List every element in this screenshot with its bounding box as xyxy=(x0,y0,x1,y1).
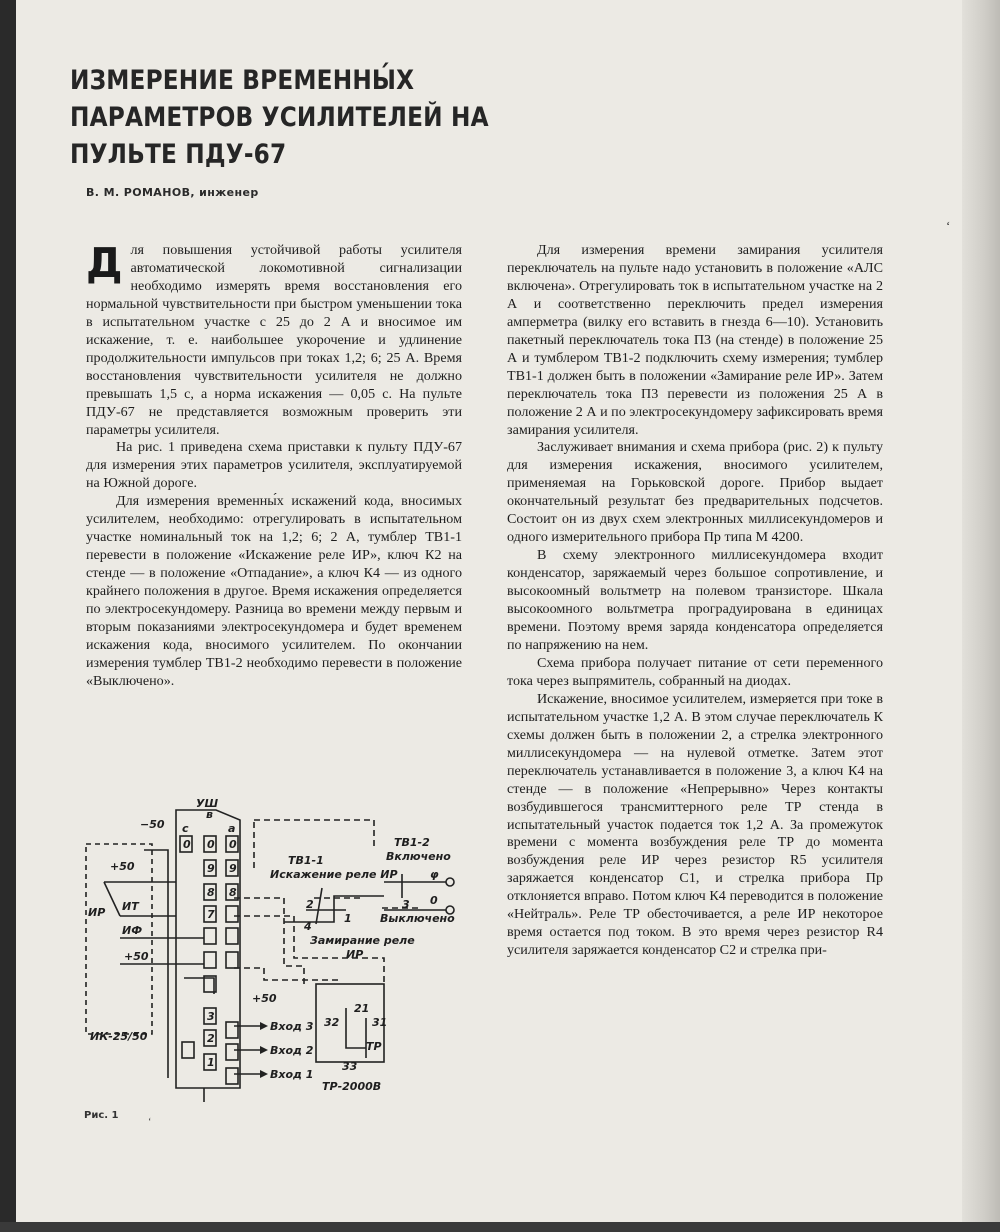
label-pin-b: 9 xyxy=(207,862,215,875)
circuit-diagram-svg xyxy=(84,798,474,1110)
label-plus50-a: +50 xyxy=(110,860,135,873)
label-connector: УШ xyxy=(196,798,219,810)
switch-lever xyxy=(104,882,120,916)
label-tv11: ТВ1-1 xyxy=(288,854,324,867)
pin xyxy=(226,1068,238,1084)
paragraph-intro xyxy=(86,239,462,439)
label-node-21: 21 xyxy=(354,1002,370,1015)
pin xyxy=(204,928,216,944)
label-pin-a: 8 xyxy=(229,886,237,899)
page-edge-bottom xyxy=(0,1222,1000,1232)
paragraph: Для измерения временны́х искажений кода, вносимых усилителем, необходимо: отрегулировать в испытательном участке номинальный ток на 1,2; 6; 2 А, тумблер ТВ1-1 перевести в положение «Искажение реле ИР», ключ К2 на стенде — в положение «Отпадание», а ключ К4 — из одного крайнего положения в другое. Время искажения определяется по электросекундомеру. Разница во времени между первым и вторым показаниями электросекундомера и будет временем искажения кода, вносимого усилителем. По окончании измерения тумблер ТВ1-2 необходимо перевести в положение «Выключено». xyxy=(86,493,462,689)
article-title: ИЗМЕРЕНИЕ ВРЕМЕННЫ́Х ПАРАМЕТРОВ УСИЛИТЕЛЕЙ НА ПУЛЬТЕ ПДУ-67 xyxy=(70,65,489,170)
label-zamiranie: Замирание реле xyxy=(310,934,415,947)
label-tv11-position: Искажение реле ИР xyxy=(270,868,398,881)
label-it: ИТ xyxy=(122,900,139,913)
dashed-wire xyxy=(254,820,374,850)
arrows xyxy=(260,1022,268,1078)
label-minus50: −50 xyxy=(140,818,165,831)
paragraph-intro-text: ля повышения устойчивой работы усилителя автоматической локомотивной сигнализации необходимо измерять время восстановления его нормальной чувствительности при быстром уменьшении тока в испытательном участке с 25 до 2 А и вносимое им искажение, т. е. наибольшее укорочение и удлинение продолжительности импульсов при токах 1,2; 6; 25 А. Время восстановления чувствительности усилителя не должно превышать 1,5 с, а норма искажения — 0,05 с. На пульте ПДУ-67 не представляется возможным проверить эти параметры усилителя. xyxy=(86,242,462,438)
label-node-2: 2 xyxy=(306,898,314,911)
label-pin-a: 0 xyxy=(229,838,237,851)
pin xyxy=(226,1044,238,1060)
label-node-1: 1 xyxy=(344,912,352,925)
label-tp2000: ТР-2000В xyxy=(322,1080,382,1093)
arrow-head xyxy=(260,1070,268,1078)
label-col-c: с xyxy=(182,822,189,835)
paragraph: Для измерения времени замирания усилителя переключатель на пульте надо установить в положение «АЛС включена». Отрегулировать ток в испытательном участке на 2 А и соответственно переключить предел измерения амперметра (вилку его вставить в гнезда 6—10). Установить пакетный переключатель тока П3 (на стенде) в положение 25 А и тумблером ТВ1-2 подключить схему измерения; тумблер ТВ1-1 должен быть в положении «Замирание реле ИР». Затем переключатель тока П3 перевести из положения 25 А в положение 2 А и по электросекундомеру зафиксировать время замирания усилителя. xyxy=(507,242,883,438)
pin xyxy=(226,906,238,922)
pin xyxy=(226,928,238,944)
pin xyxy=(226,952,238,968)
label-ir: ИР xyxy=(88,906,106,919)
pin xyxy=(226,1022,238,1038)
label-plus50-b: +50 xyxy=(124,950,149,963)
label-ik: ИК-25/50 xyxy=(90,1030,148,1043)
dashed-wire xyxy=(234,968,339,980)
label-input-2: Вход 2 xyxy=(270,1044,314,1057)
terminal xyxy=(446,878,454,886)
paragraph: Искажение, вносимое усилителем, измеряется при токе в испытательном участке 1,2 А. В этом случае переключатель К схемы должен быть в положении 2, а стрелка электронного миллисекундомера — на нулевой отметке. Затем этот переключатель устанавливается в положение 3, а ключ К4 на стенде — в положение «Непрерывно» Через контакты возбудившегося трансмиттерного реле ТР стенда в испытательный участок подается ток 1,2 А. За промежуток времени с момента возбуждения реле ТР до момента возбуждения реле ИР через резистор R5 усилителя заряжается конденсатор С1, и стрелка прибора Пр отклоняется вправо. Потом ключ К4 переводится в положение «Нейтраль». Реле ТР обесточивается, а реле ИР некоторое время остается под током. В это время через резистор R4 усилителя заряжается конденсатор С2 и стрелка при- xyxy=(507,690,883,959)
label-col-a: а xyxy=(228,822,236,835)
label-pin-bottom: 3 xyxy=(207,1010,215,1023)
paragraph: Схема прибора получает питание от сети переменного тока через выпрямитель, собранный на диодах. xyxy=(507,654,883,689)
label-pin-0: 0 xyxy=(430,894,438,907)
arrow-head xyxy=(260,1022,268,1030)
stray-mark: ʻ xyxy=(148,1117,152,1128)
label-pin-bottom: 2 xyxy=(207,1032,215,1045)
label-node-31: 31 xyxy=(372,1016,388,1029)
label-tv12-on: Включено xyxy=(386,850,451,863)
paragraph: Заслуживает внимания и схема прибора (рис. 2) к пульту для измерения искажения, вносимого усилителем, применяемая на Горьковской дороге. Прибор выдает окончательный результат без предварительных подсчетов. Состоит он из двух схем электронных миллисекундомеров и одного измерительного прибора Пр типа М 4200. xyxy=(507,439,883,546)
label-pin-bottom: 1 xyxy=(207,1056,215,1069)
label-col-b: в xyxy=(206,808,213,821)
label-pin-a: 9 xyxy=(229,862,237,875)
left-column xyxy=(86,239,462,691)
article-author: В. М. РОМАНОВ, инженер xyxy=(86,186,259,199)
label-input-1: Вход 1 xyxy=(270,1068,314,1081)
label-tv12-off: Выключено xyxy=(380,912,455,925)
pin xyxy=(182,1042,194,1058)
label-pin-phi: φ xyxy=(430,868,439,881)
edge-mark: ʻ xyxy=(946,218,951,233)
label-node-4: 4 xyxy=(304,920,312,933)
label-node-32: 32 xyxy=(324,1016,340,1029)
drop-cap: Д xyxy=(86,239,123,287)
label-node-3: 3 xyxy=(402,898,410,911)
label-zamiranie-ir: ИР xyxy=(346,948,364,961)
label-pin-b: 0 xyxy=(207,838,215,851)
label-pin-b: 7 xyxy=(207,908,215,921)
label-if: ИФ xyxy=(122,924,143,937)
right-column xyxy=(507,242,883,960)
label-tv12: ТВ1-2 xyxy=(394,836,430,849)
page-edge-right xyxy=(962,0,1000,1232)
label-pin-b: 8 xyxy=(207,886,215,899)
paragraph: В схему электронного миллисекундомера входит конденсатор, заряжаемый через большое сопротивление, и высокоомный вольтметр на полевом транзисторе. Шкала высокоомного вольтметра проградуирована в единицах времени. Поэтому время заряда конденсатора определяется по напряжению на нем. xyxy=(507,547,883,653)
label-plus50-c: +50 xyxy=(252,992,277,1005)
label-tp: ТР xyxy=(366,1040,382,1053)
label-input-3: Вход 3 xyxy=(270,1020,314,1033)
circuit-diagram xyxy=(84,798,474,1128)
switch-lever xyxy=(316,888,322,924)
arrow-head xyxy=(260,1046,268,1054)
label-pin-c: 0 xyxy=(183,838,191,851)
wire xyxy=(284,896,384,922)
pin xyxy=(204,952,216,968)
label-node-33: 33 xyxy=(342,1060,358,1073)
figure-caption: Рис. 1 xyxy=(84,1110,119,1121)
paragraph: На рис. 1 приведена схема приставки к пульту ПДУ-67 для измерения этих параметров усилителя, эксплуатируемой на Южной дороге. xyxy=(86,439,462,492)
page-edge-left xyxy=(0,0,16,1232)
